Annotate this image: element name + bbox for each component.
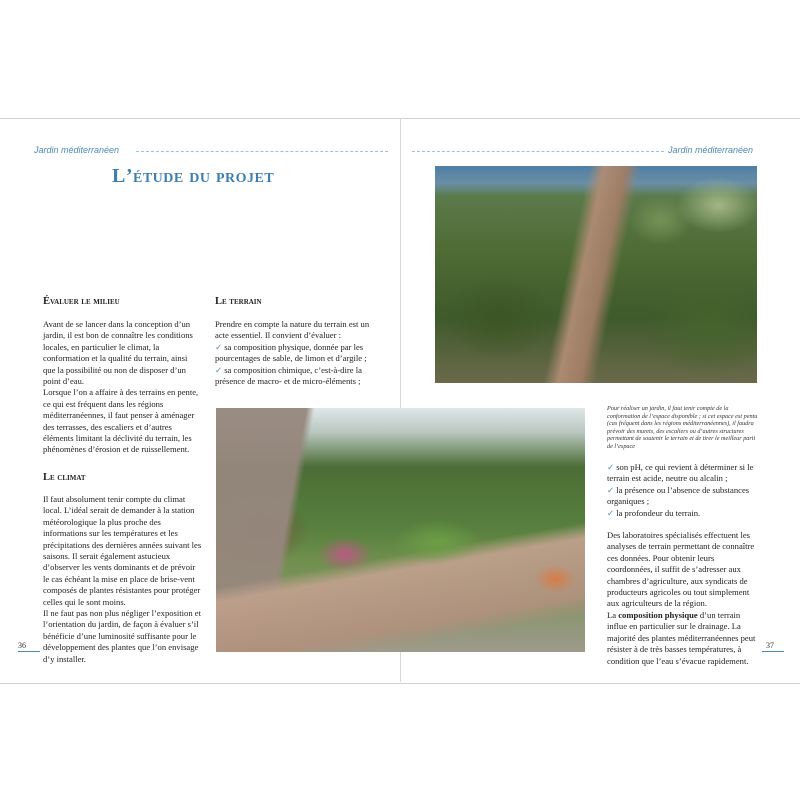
paragraph: Prendre en compte la nature du terrain est un acte essentiel. Il convient d’évaluer : bbox=[215, 319, 370, 341]
paragraph: La composition physique d’un terrain influe en particulier sur le drainage. La majorité des plantes méditerranéennes peut résister à de très basses températures, à condition que l’eau s’évacue rapidement. bbox=[607, 609, 756, 666]
title-text: ’étude du projet bbox=[125, 165, 275, 187]
paragraph: Des laboratoires spécialisés effectuent les analyses de terrain permettant de connaître ces données. Pour obtenir leurs coordonnées, il suffit de s’adresser aux chambres d’agriculture, aux syndicats de producteurs agricoles ou tout simplement aux agriculteurs de la région. bbox=[607, 530, 755, 609]
running-head-left: Jardin méditerranéen bbox=[34, 145, 120, 155]
paragraph: Il ne faut pas non plus négliger l’exposition et l’orientation du jardin, de façon à évaluer s’il bénéficie d’une luminosité suffisante pour le développement des plantes que l’on envisage d’y installer. bbox=[43, 608, 201, 664]
page-number-rule-right bbox=[762, 651, 784, 652]
page-number-rule-left bbox=[18, 651, 40, 652]
paragraph: Lorsque l’on a affaire à des terrains en pente, ce qui est fréquent dans les régions méditerranéennes, il faut penser à aménager des terrasses, des escaliers et d’autres éléments limitant la déclivité du terrain, les phénomènes d’érosion et de ruissellement. bbox=[43, 387, 199, 455]
heading-evaluer-milieu: Évaluer le milieu bbox=[43, 296, 120, 307]
photo-caption: Pour réaliser un jardin, il faut tenir compte de la conformation de l’espace disponible ; si cet espace est pentu (cas fréquent dans les régions méditerranéennes), il faudra prévoir des murets, des escaliers ou d’autres structures permettant de soutenir le terrain et de tirer le meilleur parti de l’espace bbox=[607, 405, 758, 450]
page-number-left: 36 bbox=[18, 641, 26, 650]
check-icon: ✓ bbox=[607, 484, 615, 495]
paragraph: Il faut absolument tenir compte du climat local. L’idéal serait de demander à la station météorologique la plus proche des informations sur les températures et les précipitations des dernières années suivant les saisons. Il serait également astucieux d’observer les vents dominants et de prévoir le cas échéant la mise en place de brise-vent composés de plantes résistantes pour protéger celles qui le sont moins. bbox=[43, 494, 202, 607]
page-title bbox=[112, 165, 274, 188]
list-item: ✓ la présence ou l’absence de substances organiques ; bbox=[607, 484, 750, 507]
text-climat bbox=[43, 494, 203, 665]
heading-climat: Le climat bbox=[43, 472, 86, 483]
page-number-right: 37 bbox=[766, 641, 774, 650]
running-head-rule-left bbox=[136, 151, 388, 152]
text-right-column bbox=[607, 462, 759, 667]
garden-path-photo bbox=[435, 166, 757, 383]
check-icon: ✓ bbox=[215, 364, 223, 375]
text-evaluer-milieu bbox=[43, 319, 201, 456]
terraced-garden-photo bbox=[216, 408, 585, 652]
list-item: ✓ sa composition physique, donnée par les pourcentages de sable, de limon et d’argile ; bbox=[215, 341, 367, 364]
title-initial: L bbox=[112, 165, 126, 187]
running-head-rule-right bbox=[412, 151, 664, 152]
bold-term: composition physique bbox=[618, 609, 698, 620]
check-icon: ✓ bbox=[215, 341, 223, 352]
running-head-right: Jardin méditerranéen bbox=[668, 145, 754, 155]
list-item: ✓ la profondeur du terrain. bbox=[607, 507, 701, 518]
paragraph: Avant de se lancer dans la conception d’un jardin, il est bon de connaître les conditions locales, en particulier le climat, la conformation et la qualité du terrain, ainsi que la possibilité ou non de disposer d’un point d’eau. bbox=[43, 319, 193, 387]
check-icon: ✓ bbox=[607, 507, 615, 518]
list-item: ✓ son pH, ce qui revient à déterminer si le terrain est acide, neutre ou alcalin ; bbox=[607, 462, 754, 484]
check-icon: ✓ bbox=[607, 462, 615, 472]
text-terrain bbox=[215, 319, 371, 387]
list-item: ✓ sa composition chimique, c’est-à-dire la présence de macro- et de micro-éléments ; bbox=[215, 364, 362, 387]
heading-terrain: Le terrain bbox=[215, 296, 262, 307]
